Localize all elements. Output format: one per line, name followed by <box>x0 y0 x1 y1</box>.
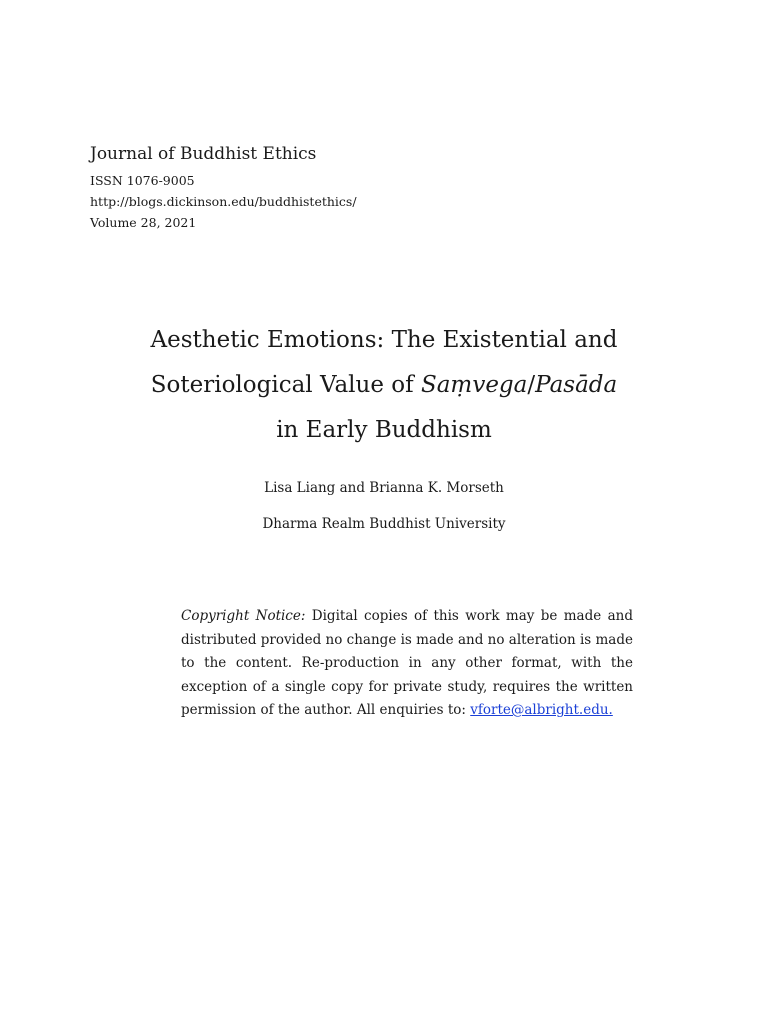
title-line-2-prefix: Soteriological Value of <box>150 372 421 398</box>
title-separator: / <box>527 372 536 398</box>
article-authors: Lisa Liang and Brianna K. Morseth <box>264 480 504 496</box>
title-term-pasada: Pasāda <box>535 372 618 398</box>
copyright-text: Digital copies of this work may be made and distributed provided no change is made and no alteration is made to the content. Re-production in any other format, with the exception of a single copy for private study, requires the written permission of the author. All enquiries to: <box>181 608 633 718</box>
contact-email-link[interactable]: vforte@albright.edu. <box>470 702 613 718</box>
author-affiliation: Dharma Realm Buddhist University <box>262 516 506 532</box>
journal-volume: Volume 28, 2021 <box>90 215 197 230</box>
title-line-1: Aesthetic Emotions: The Existential and <box>150 327 618 353</box>
journal-url: http://blogs.dickinson.edu/buddhistethics/ <box>90 194 357 209</box>
article-title <box>0 318 768 453</box>
copyright-label: Copyright Notice: <box>181 608 306 624</box>
journal-masthead <box>90 142 357 233</box>
title-term-samvega: Saṃvega <box>420 372 528 398</box>
journal-issn: ISSN 1076-9005 <box>90 173 195 188</box>
journal-name: Journal of Buddhist Ethics <box>90 144 317 164</box>
title-line-3: in Early Buddhism <box>276 417 492 443</box>
title-line-2 <box>0 363 768 408</box>
copyright-notice <box>181 605 633 723</box>
